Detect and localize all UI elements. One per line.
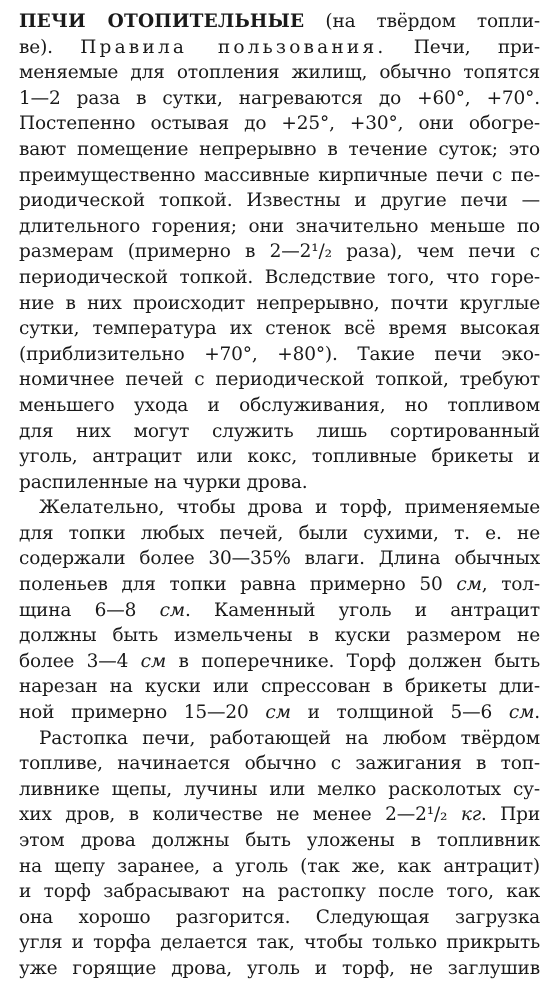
text-line: этом дрова должны быть уложены в топливник [19,830,540,851]
text-line: вают помещение непрерывно в течение суток; это [19,138,540,160]
text-span: ной примерно 15—20 [19,702,266,724]
text-span: щина 6—8 [19,599,160,621]
text-line: на щепу заранее, а уголь (так же, как антрацит) [19,855,540,877]
text-line: Растопка печи, работающей на любом твёрдом [39,727,540,749]
text-line: сутки, температура их стенок всё время высокая [19,318,540,340]
text-span: более 3—4 [19,650,141,672]
text-span: (на твёрдом топли- [304,11,540,32]
unit-label: см [159,599,185,621]
text-line [19,649,540,675]
text-span: поленьев для топки равна примерно 50 [19,574,457,596]
section-heading: Правила пользования. [80,36,387,58]
text-line [19,35,540,61]
unit-label: кг [460,804,481,826]
text-line: риодической топкой. Известны и другие печи — [19,190,540,212]
text-line: для топки любых печей, были сухими, т. е. не [19,522,540,544]
unit-label: см [140,650,167,672]
text-line: уголь, антрацит или кокс, топливные брикеты и [19,446,540,468]
text-span: . При [480,804,541,826]
unit-label: см [456,574,482,596]
unit-label: см [265,702,291,724]
text-line: меньшего ухода и обслуживания, но топливом [19,394,540,416]
text-line: размерам (примерно в 2—2¹/₂ раза), чем печи с [19,241,540,263]
text-line [19,572,540,598]
text-line: Постепенно остывая до +25°, +30°, они обогре- [19,113,540,135]
text-line: меняемые для отопления жилищ, обычно топятся [19,62,540,84]
text-span: . [534,702,540,724]
text-line: периодической топкой. Вследствие того, что горе- [19,266,540,288]
text-line: содержали более 30—35% влаги. Длина обычных [19,548,540,570]
text-span: хих дров, в количестве не менее 2—2¹/₂ [19,804,461,826]
text-line [19,700,540,726]
text-line: должны быть измельчены в куски размером не [19,625,540,647]
text-span: и толщиной 5—6 [290,702,509,724]
text-line: ливнике щепы, лучины или мелко расколотых су- [19,778,540,800]
text-line: для них могут служить лишь сортированный [19,420,540,442]
text-line [19,802,540,828]
text-line: она хорошо разгорится. Следующая загрузка [19,906,540,928]
paragraph-2 [19,495,540,725]
text-span: . Каменный уголь и антрацит [184,599,540,621]
paragraph-3 [19,726,540,982]
text-span: ве). [19,36,81,58]
unit-label: см [508,702,535,724]
text-span: , тол- [481,574,540,596]
text-line: номичнее печей с периодической топкой, требуют [19,369,540,391]
text-line: угля и торфа делается так, чтобы только прикрыть [19,932,540,954]
text-line: (приблизительно +70°, +80°). Такие печи эко- [19,343,540,365]
text-line: уже горящие дрова, уголь и торф, не заглушив [19,957,540,979]
text-line: преимущественно массивные кирпичные печи с пе- [19,164,540,186]
text-line: нарезан на куски или спрессован в брикеты дли- [19,676,540,698]
text-line: 1—2 раза в сутки, нагреваются до +60°, +70°. [19,87,540,109]
text-line: ние в них происходит непрерывно, почти круглые [19,292,540,314]
text-line: Желательно, чтобы дрова и торф, применяемые [39,497,540,519]
text-line: топливе, начинается обычно с зажигания в топ- [19,753,540,775]
text-span: Печи, при- [386,36,541,58]
text-line: распиленные на чурки дрова. [19,471,308,493]
paragraph-1 [19,9,540,495]
text-line [19,9,540,35]
text-line [19,598,540,624]
text-span: в поперечнике. Торф должен быть [166,650,540,672]
article-term: ПЕЧИ ОТОПИТЕЛЬНЫЕ [19,11,305,32]
text-line: и торф забрасывают на растопку после того, как [19,881,540,903]
text-line: длительного горения; они значительно меньше по [19,215,540,237]
